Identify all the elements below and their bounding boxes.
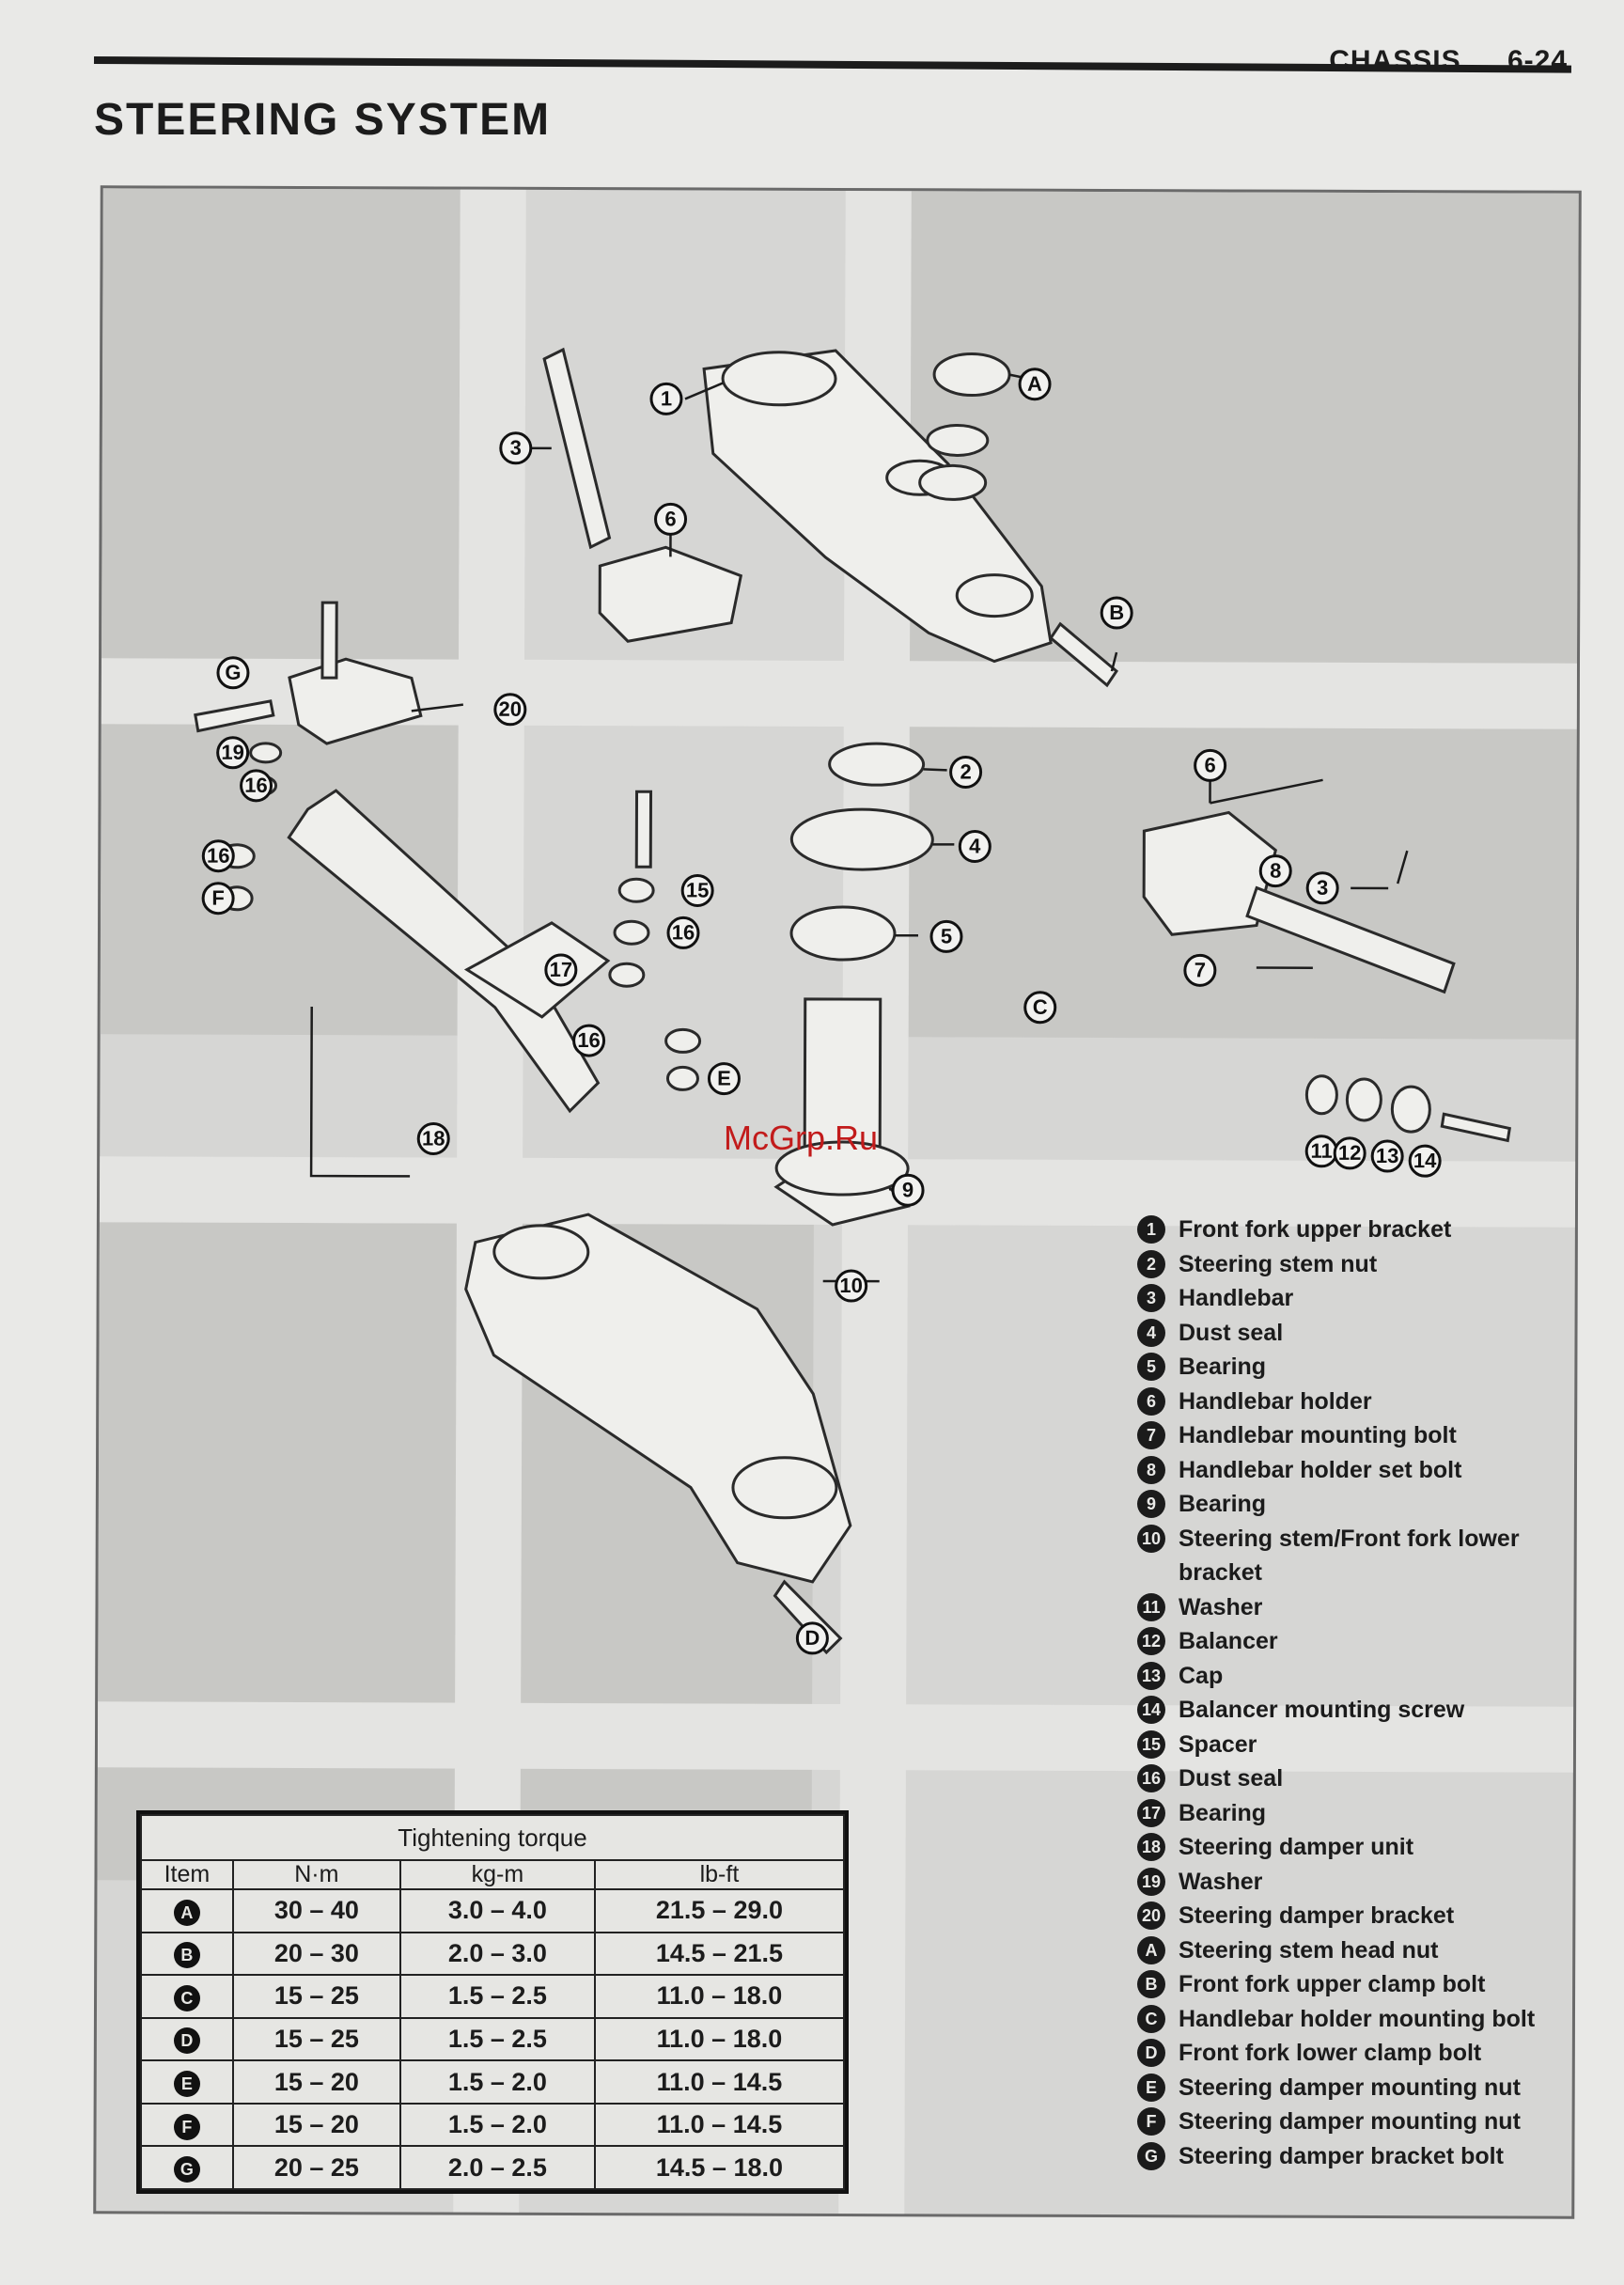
legend-item-text: Balancer mounting screw [1179,1697,1465,1723]
legend-item [1137,1728,1579,1762]
legend-item [1137,1350,1579,1385]
kgm-cell: 1.5 – 2.5 [400,1975,595,2018]
callout-text: 17 [549,957,573,982]
callout-label [241,771,271,801]
kgm-cell: 1.5 – 2.0 [400,2104,595,2147]
legend-item-text: Steering damper bracket bolt [1179,2142,1504,2169]
callout-text: 3 [509,435,522,460]
legend-key-badge: 8 [1137,1456,1165,1484]
column-header: kg-m [400,1860,595,1889]
callout-label [218,658,248,688]
legend-item [1137,1213,1579,1247]
legend-item [1137,2036,1579,2071]
legend-item [1137,2139,1579,2174]
callout-label [836,1271,867,1301]
callout-label [1372,1141,1402,1171]
callout-label [668,917,698,947]
item-key-badge: E [174,2071,200,2097]
callout-text: 14 [1413,1149,1437,1173]
legend-key-badge: 20 [1137,1902,1165,1930]
callout-label [1185,955,1215,985]
legend-key-badge: 15 [1137,1730,1165,1759]
tightening-torque-table [136,1810,849,2194]
legend-item [1137,2105,1579,2139]
item-cell [141,1975,233,2018]
legend-item [1137,1830,1579,1865]
callout-text: 15 [685,878,710,902]
legend-item-text: Balancer [1179,1628,1278,1654]
legend-item-text: Steering damper bracket [1179,1902,1455,1929]
legend-item [1137,1522,1579,1590]
legend-item [1137,1487,1579,1522]
nm-cell: 20 – 30 [233,1933,400,1976]
kgm-cell: 2.0 – 2.5 [400,2146,595,2189]
column-header: lb-ft [595,1860,844,1889]
callout-label [951,757,981,787]
legend-item-text: Bearing [1179,1354,1267,1380]
callout-text: 16 [206,843,230,868]
legend-item-text: Steering stem head nut [1179,1936,1439,1964]
legend-item-text: Steering damper unit [1179,1834,1414,1860]
nm-cell: 20 – 25 [233,2146,400,2189]
legend-item-text: Front fork upper clamp bolt [1179,1971,1486,1997]
legend-key-badge: A [1137,1936,1165,1964]
legend-item [1137,1967,1579,2002]
callout-text: 12 [1337,1140,1362,1165]
callout-text: 8 [1270,858,1282,883]
item-cell [141,1889,233,1933]
callout-text: 18 [421,1126,445,1150]
callout-label [1020,369,1050,399]
legend-item [1137,1659,1579,1694]
callout-label [682,875,712,905]
callout-label [1307,873,1337,903]
legend-key-badge: 13 [1137,1662,1165,1690]
item-cell [141,1933,233,1976]
legend-item-text: Washer [1179,1593,1263,1620]
legend-key-badge: 16 [1137,1764,1165,1792]
callout-label [203,884,233,914]
legend-key-badge: 1 [1137,1215,1165,1244]
nm-cell: 15 – 25 [233,1975,400,2018]
legend-item-text: Dust seal [1179,1765,1284,1792]
callout-text: A [1027,371,1043,396]
legend-item-text: Handlebar holder set bolt [1179,1456,1462,1483]
table-row [141,2060,844,2104]
page-number: 6-24 [1507,45,1568,76]
legend-item [1137,1899,1579,1933]
legend-key-badge: C [1137,2005,1165,2033]
callout-label [651,383,681,414]
parts-legend [1137,1213,1579,2173]
callout-text: G [225,660,242,684]
table-row [141,2104,844,2147]
callout-label [1101,598,1132,628]
watermark-text: McGrp.Ru [724,1119,879,1157]
callout-label [931,921,961,951]
legend-item [1137,1385,1579,1419]
legend-key-badge: 9 [1137,1490,1165,1518]
callout-label [495,695,525,725]
lbft-cell: 11.0 – 18.0 [595,2018,844,2061]
legend-key-badge: 2 [1137,1250,1165,1278]
nm-cell: 30 – 40 [233,1889,400,1933]
lbft-cell: 11.0 – 14.5 [595,2104,844,2147]
legend-item [1137,2071,1579,2105]
column-header: Item [141,1860,233,1889]
legend-item-text: Bearing [1179,1799,1267,1826]
kgm-cell: 1.5 – 2.0 [400,2060,595,2104]
legend-item [1137,1693,1579,1728]
callout-text: E [717,1066,731,1090]
callout-text: 7 [1194,958,1207,982]
lbft-cell: 14.5 – 18.0 [595,2146,844,2189]
legend-item [1137,1796,1579,1831]
item-cell [141,2104,233,2147]
legend-item-text: Front fork upper bracket [1179,1216,1452,1243]
kgm-cell: 1.5 – 2.5 [400,2018,595,2061]
callout-label [1260,856,1290,886]
item-cell [141,2146,233,2189]
legend-item-text: Steering damper mounting nut [1179,2074,1521,2101]
callout-label [1025,993,1055,1023]
legend-key-badge: G [1137,2142,1165,2170]
table-row [141,2018,844,2061]
legend-key-badge: 18 [1137,1833,1165,1861]
legend-item [1137,1590,1579,1625]
column-header: N·m [233,1860,400,1889]
legend-item [1137,1281,1579,1316]
legend-key-badge: F [1137,2107,1165,2136]
table-row [141,1975,844,2018]
nm-cell: 15 – 20 [233,2060,400,2104]
legend-item-text: Spacer [1179,1730,1257,1758]
table-row [141,1933,844,1976]
callout-text: 1 [660,386,673,411]
callout-text: F [211,885,225,910]
table-row [141,2146,844,2189]
legend-key-badge: 12 [1137,1627,1165,1655]
item-key-badge: D [174,2027,200,2054]
legend-key-badge: 5 [1137,1353,1165,1381]
lbft-cell: 21.5 – 29.0 [595,1889,844,1933]
callout-label [709,1064,739,1094]
legend-key-badge: E [1137,2074,1165,2102]
legend-item [1137,1247,1579,1282]
table-row [141,1889,844,1933]
callout-text: 16 [244,773,268,797]
callout-label [893,1175,923,1205]
legend-item [1137,1624,1579,1659]
legend-item-text: Steering stem nut [1179,1250,1378,1277]
nm-cell: 15 – 20 [233,2104,400,2147]
callout-label [960,831,990,861]
kgm-cell: 2.0 – 3.0 [400,1933,595,1976]
callout-text: 13 [1375,1143,1399,1168]
legend-item [1137,1453,1579,1488]
legend-item [1137,1933,1579,1968]
callout-text: 20 [498,696,523,721]
section-name: CHASSIS [1329,45,1461,76]
item-key-badge: C [174,1985,200,2011]
callout-text: C [1032,994,1048,1019]
lbft-cell: 11.0 – 18.0 [595,1975,844,2018]
callout-label [1195,750,1226,780]
legend-item-text: Handlebar mounting bolt [1179,1422,1457,1448]
legend-item-text: Handlebar holder [1179,1387,1372,1415]
callout-text: 9 [901,1178,914,1202]
item-key-badge: G [174,2156,200,2183]
legend-key-badge: 6 [1137,1387,1165,1416]
legend-key-badge: 10 [1137,1525,1165,1553]
legend-item [1137,1865,1579,1900]
item-key-badge: F [174,2114,200,2140]
callout-text: B [1109,601,1125,625]
callout-label [546,955,576,985]
callout-text: 5 [940,924,953,948]
callout-label [655,504,685,534]
callout-text: 6 [1204,753,1216,777]
kgm-cell: 3.0 – 4.0 [400,1889,595,1933]
callout-label [501,433,531,463]
callout-label [797,1623,827,1653]
item-key-badge: A [174,1900,200,1926]
callout-label [218,738,248,768]
legend-item-text: Front fork lower clamp bolt [1179,2040,1482,2066]
legend-item [1137,2002,1579,2037]
legend-key-badge: 19 [1137,1868,1165,1896]
nm-cell: 15 – 25 [233,2018,400,2061]
callout-text: 16 [577,1028,601,1053]
legend-key-badge: 7 [1137,1421,1165,1449]
callout-text: D [804,1625,820,1650]
callout-text: 10 [839,1274,863,1298]
legend-item-text: Bearing [1179,1491,1267,1517]
item-key-badge: B [174,1942,200,1968]
callout-text: 6 [664,507,677,531]
legend-key-badge: 17 [1137,1799,1165,1827]
lbft-cell: 11.0 – 14.5 [595,2060,844,2104]
callout-label [574,1025,604,1056]
legend-item-text: Cap [1179,1662,1224,1689]
callout-label [418,1123,448,1153]
legend-item [1137,1761,1579,1796]
table-caption: Tightening torque [141,1815,844,1860]
legend-key-badge: D [1137,2039,1165,2067]
legend-item-text: Handlebar [1179,1285,1294,1311]
callout-text: 19 [221,740,244,764]
legend-key-badge: 11 [1137,1593,1165,1621]
legend-item-text: Steering stem/Front fork lower bracket [1179,1525,1520,1586]
callout-text: 4 [969,834,981,858]
legend-key-badge: 3 [1137,1284,1165,1312]
legend-item-text: Steering damper mounting nut [1179,2108,1521,2135]
callout-label [1306,1136,1336,1166]
lbft-cell: 14.5 – 21.5 [595,1933,844,1976]
callout-label [203,841,233,871]
item-cell [141,2018,233,2061]
legend-key-badge: 14 [1137,1696,1165,1724]
callout-text: 2 [960,759,972,784]
item-cell [141,2060,233,2104]
running-head [1329,45,1568,77]
page-title: STEERING SYSTEM [94,95,552,145]
legend-item [1137,1316,1579,1351]
legend-key-badge: 4 [1137,1319,1165,1347]
callout-text: 11 [1310,1138,1333,1163]
callout-label [1410,1146,1440,1176]
callout-label [1335,1138,1365,1168]
legend-item [1137,1418,1579,1453]
legend-item-text: Handlebar holder mounting bolt [1179,2005,1536,2032]
legend-item-text: Washer [1179,1868,1263,1895]
callout-text: 16 [671,920,695,945]
callout-text: 3 [1317,875,1329,900]
legend-key-badge: B [1137,1970,1165,1998]
legend-item-text: Dust seal [1179,1319,1284,1346]
